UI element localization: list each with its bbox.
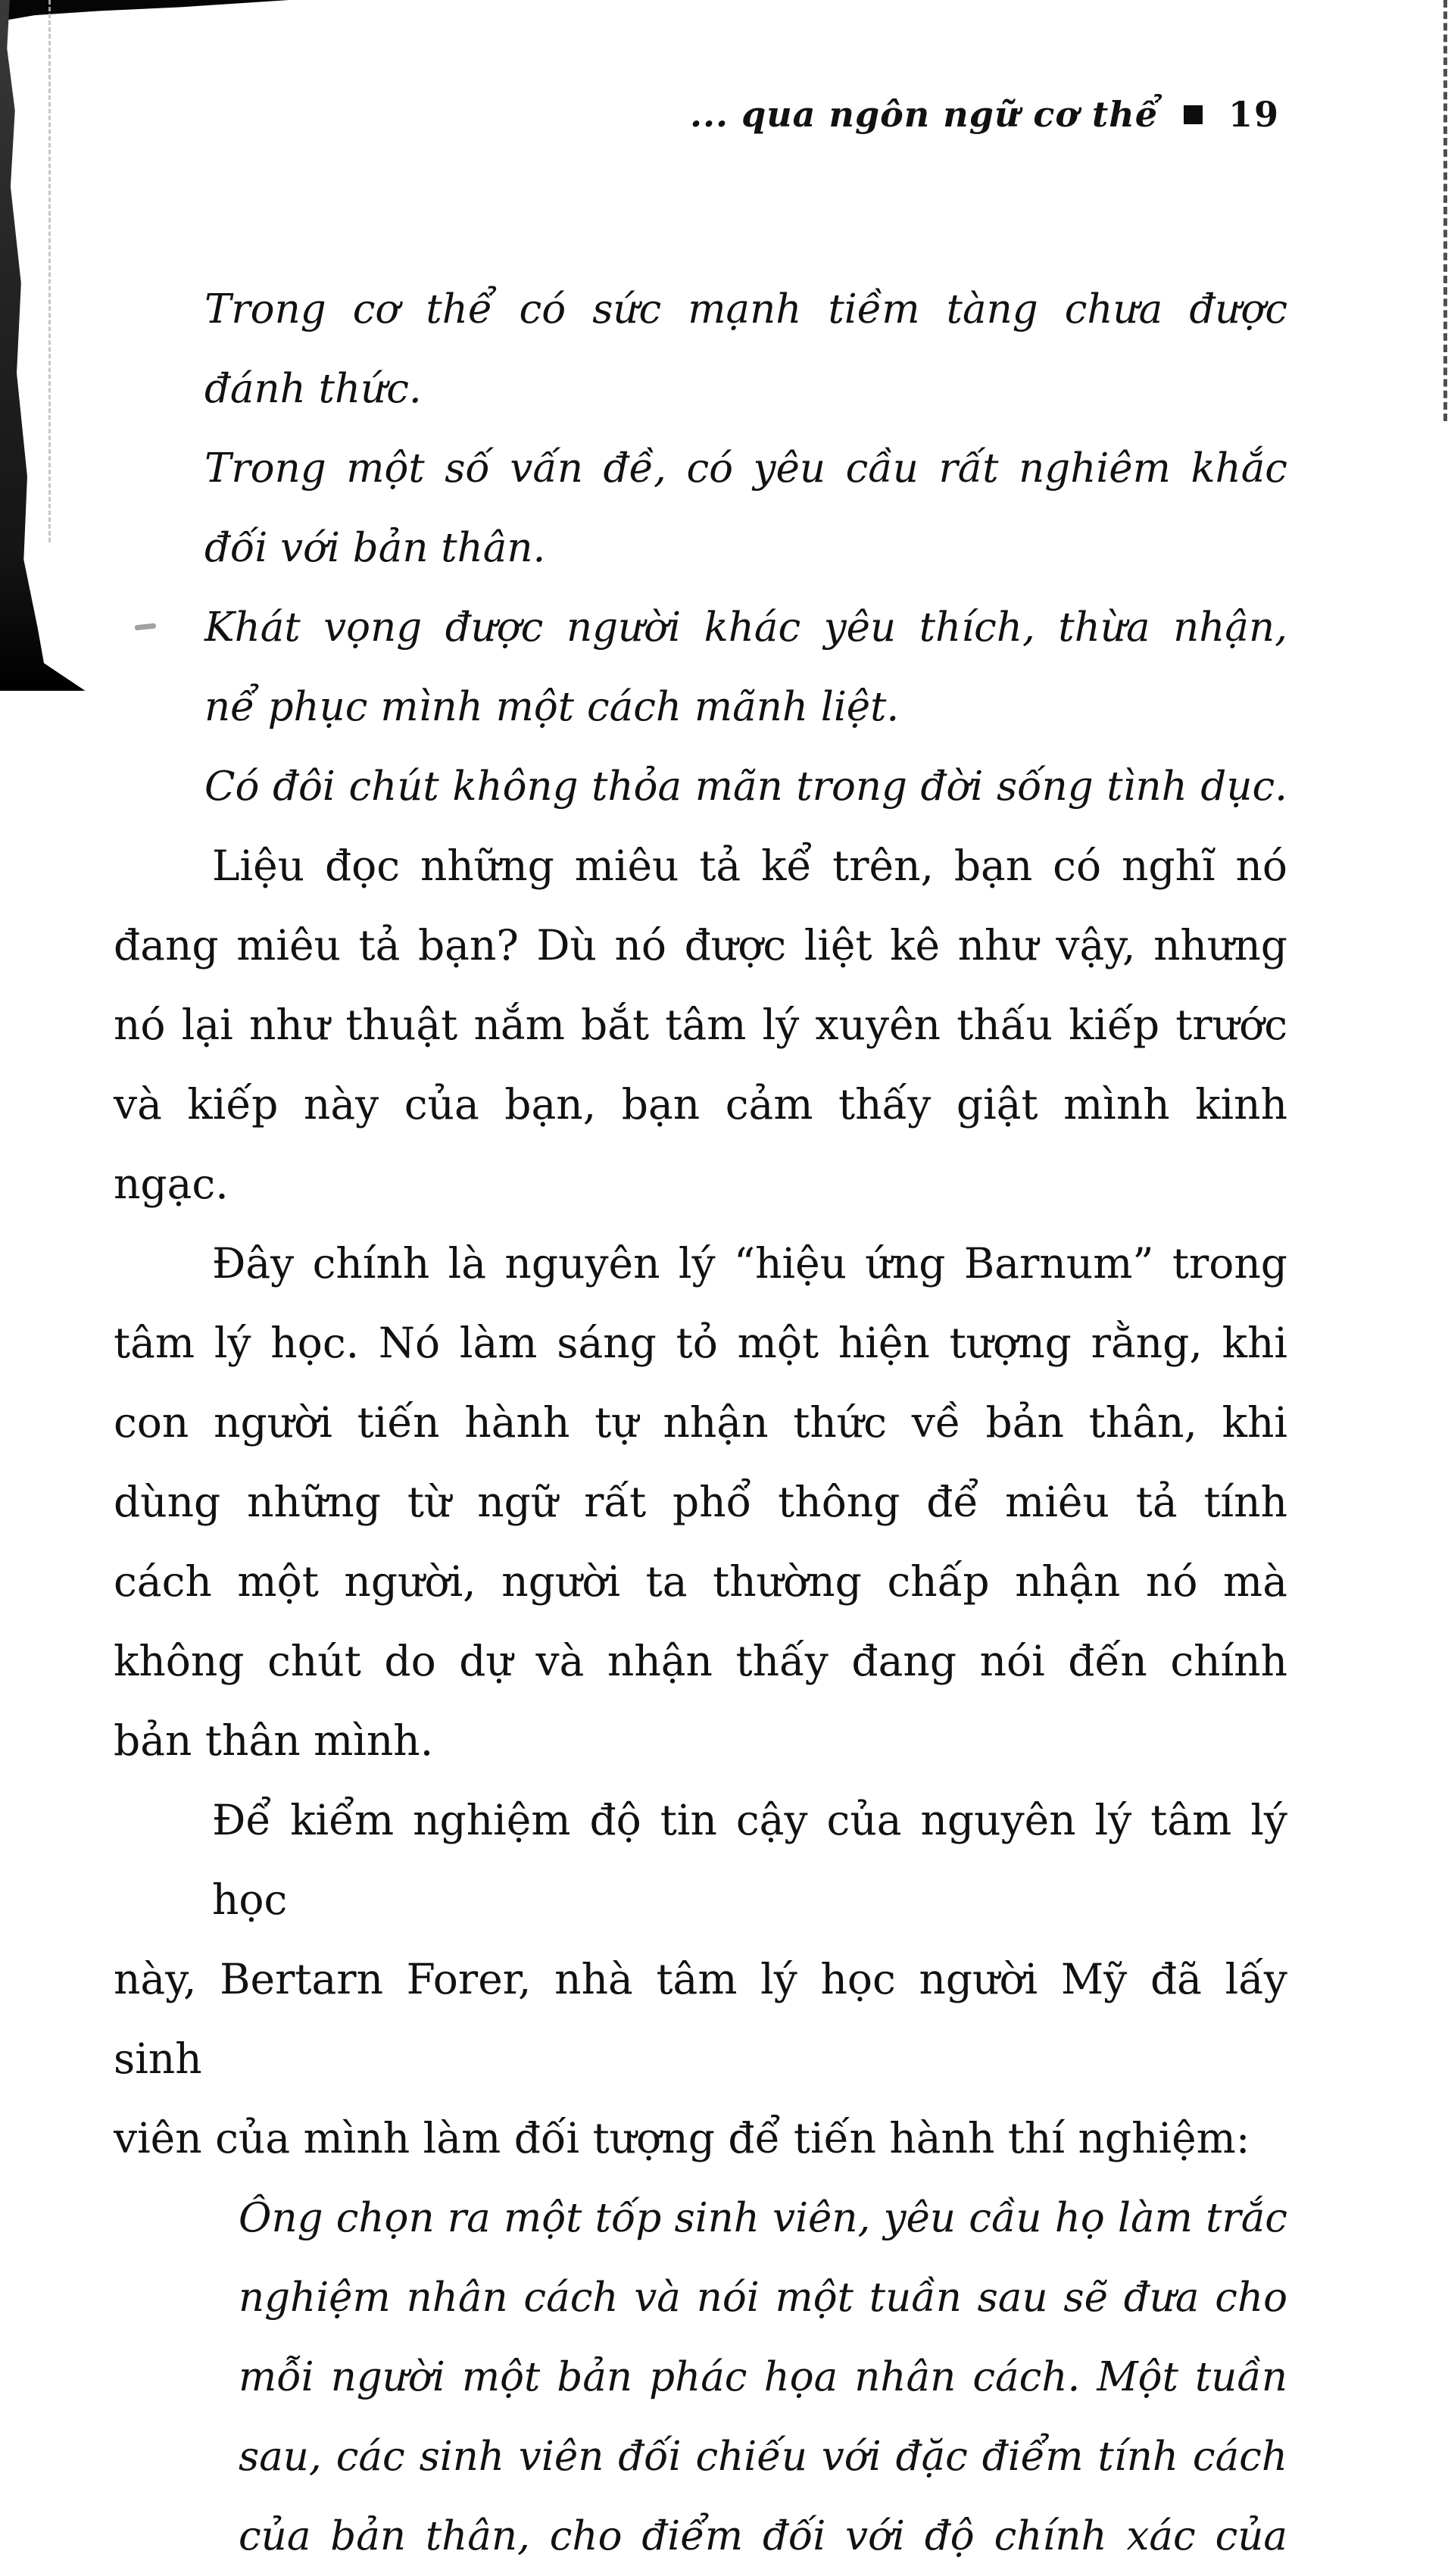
body-line: con người tiến hành tự nhận thức về bản thân, khi bbox=[114, 1398, 1287, 1447]
body-line: Liệu đọc những miêu tả kể trên, bạn có nghĩ nó bbox=[212, 841, 1287, 890]
running-header bbox=[114, 89, 1287, 139]
body-line: Đây chính là nguyên lý “hiệu ứng Barnum” trong bbox=[212, 1239, 1287, 1288]
scan-artifact-right-edge-marks bbox=[1443, 0, 1447, 421]
body-line: tâm lý học. Nó làm sáng tỏ một hiện tượng rằng, khi bbox=[114, 1319, 1287, 1367]
body-line: Để kiểm nghiệm độ tin cậy của nguyên lý tâm lý học bbox=[212, 1796, 1287, 1924]
body-paragraph bbox=[114, 826, 1287, 1224]
body-paragraph bbox=[114, 1224, 1287, 1781]
body-line: đang miêu tả bạn? Dù nó được liệt kê như vậy, nhưng bbox=[114, 921, 1287, 970]
body-line: nó lại như thuật nắm bắt tâm lý xuyên thấu kiếp trước bbox=[114, 1001, 1287, 1049]
quote-paragraph bbox=[204, 747, 1287, 826]
quote-line: Trong một số vấn đề, có yêu cầu rất nghiêm khắc bbox=[204, 445, 1287, 492]
text-column bbox=[114, 0, 1287, 2576]
square-bullet-icon bbox=[1184, 105, 1203, 124]
quote-line: nể phục mình một cách mãnh liệt. bbox=[204, 684, 900, 730]
quote-line: Trong cơ thể có sức mạnh tiềm tàng chưa được bbox=[204, 286, 1287, 333]
blockquote-line: nghiệm nhân cách và nói một tuần sau sẽ đưa cho bbox=[239, 2275, 1287, 2321]
body-line: bản thân mình. bbox=[114, 1716, 434, 1765]
running-header-title: ... qua ngôn ngữ cơ thể bbox=[690, 94, 1158, 135]
quote-block bbox=[114, 270, 1287, 826]
body-paragraph bbox=[114, 1781, 1287, 2178]
body-line: và kiếp này của bạn, bạn cảm thấy giật mình kinh ngạc. bbox=[114, 1080, 1287, 1208]
body-line: này, Bertarn Forer, nhà tâm lý học người Mỹ đã lấy sinh bbox=[114, 1955, 1287, 2083]
blockquote bbox=[239, 2178, 1287, 2576]
blockquote-line: Ông chọn ra một tốp sinh viên, yêu cầu họ làm trắc bbox=[239, 2195, 1287, 2241]
body-line: dùng những từ ngữ rất phổ thông để miêu tả tính bbox=[114, 1478, 1287, 1526]
blockquote-line: sau, các sinh viên đối chiếu với đặc điểm tính cách bbox=[239, 2434, 1287, 2480]
scan-artifact-binding-shadow bbox=[0, 0, 88, 691]
quote-line: đối với bản thân. bbox=[204, 525, 546, 571]
body-line: cách một người, người ta thường chấp nhận nó mà bbox=[114, 1557, 1287, 1606]
scan-artifact-left-dashed-line bbox=[48, 0, 51, 542]
quote-paragraph bbox=[204, 429, 1287, 588]
quote-line: đánh thức. bbox=[204, 366, 422, 412]
quote-paragraph bbox=[204, 588, 1287, 747]
page-number: 19 bbox=[1228, 94, 1280, 135]
body-line: viên của mình làm đối tượng để tiến hành thí nghiệm: bbox=[114, 2114, 1250, 2162]
quote-line: Có đôi chút không thỏa mãn trong đời sống tình dục. bbox=[204, 763, 1287, 810]
body-line: không chút do dự và nhận thấy đang nói đến chính bbox=[114, 1637, 1287, 1685]
blockquote-line: mỗi người một bản phác họa nhân cách. Một tuần bbox=[239, 2354, 1287, 2400]
quote-paragraph bbox=[204, 270, 1287, 429]
quote-line: Khát vọng được người khác yêu thích, thừa nhận, bbox=[204, 604, 1287, 651]
blockquote-line: của bản thân, cho điểm đối với độ chính xác của bbox=[239, 2513, 1287, 2559]
